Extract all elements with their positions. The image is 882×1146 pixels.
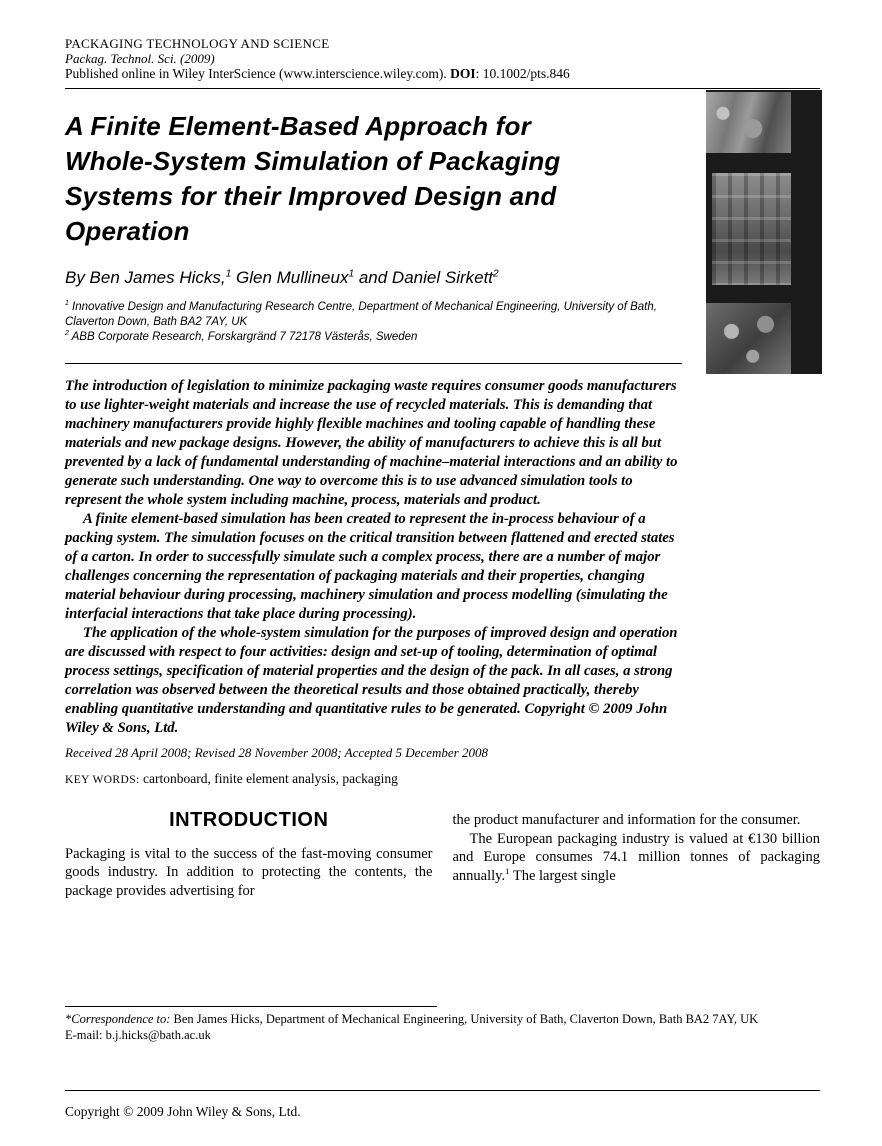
paper-title [65, 109, 705, 249]
correspondence-text: Ben James Hicks, Department of Mechanical Engineering, University of Bath, Claverton Down, Bath BA2 7AY, UK [170, 1012, 759, 1026]
journal-header [65, 36, 820, 81]
author-2: Glen Mullineux [231, 268, 349, 287]
affiliations [65, 300, 665, 345]
published-text: Published online in Wiley InterScience (www.interscience.wiley.com). [65, 66, 451, 81]
author-3: and Daniel Sirkett [354, 268, 494, 287]
page-footer [65, 1090, 820, 1120]
keywords-line [65, 771, 820, 787]
correspondence-line [65, 1012, 820, 1028]
journal-name: PACKAGING TECHNOLOGY AND SCIENCE [65, 36, 330, 51]
introduction-paragraph-right-2 [453, 830, 821, 886]
introduction-paragraph-left: Packaging is vital to the success of the fast-moving consumer goods industry. In addition to protecting the contents, the package provides advertising for [65, 845, 433, 899]
journal-citation: Packag. Technol. Sci. (2009) [65, 51, 215, 66]
byline [65, 268, 705, 288]
correspondence-label: *Correspondence to: [65, 1012, 171, 1026]
thumbnail-photo-containers [706, 92, 791, 153]
author-1-affiliation-mark: 1 [225, 268, 232, 280]
footer-copyright: Copyright © 2009 John Wiley & Sons, Ltd. [65, 1104, 301, 1119]
introduction-heading: INTRODUCTION [169, 809, 329, 831]
right-column [453, 811, 821, 900]
left-column [65, 811, 433, 900]
affiliation-1 [65, 300, 665, 330]
abstract-paragraph-1: The introduction of legislation to minimize packaging waste requires consumer goods manufacturers to use lighter-weight materials and increase the use of recycled materials. This is demanding that machinery manufacturers provide highly flexible machines and tooling capable of handling these materials and new package designs. However, the ability of manufacturers to achieve this is all but prevented by a lack of fundamental understanding of machine–material interactions and an ability to generate such understanding. One way to overcome this is to use advanced simulation tools to represent the whole system including machine, process, materials and product. [65, 378, 678, 508]
abstract-paragraph-2: A finite element-based simulation has been created to represent the in-process behaviour of a packing system. The simulation focuses on the critical transition between flattened and erected states of a carton. In order to successfully simulate such a complex process, there are a number of major challenges concerning the representation of packaging materials and their properties, changing material behaviour during processing, machinery simulation and process modelling (simulating the interfacial interactions that take place during processing). [65, 511, 675, 622]
affiliation-2-text: ABB Corporate Research, Forskargränd 7 72178 Västerås, Sweden [68, 331, 418, 343]
title-line-3: Systems for their Improved Design and [65, 181, 557, 211]
keywords-label: KEY WORDS: [65, 774, 140, 786]
doi-label: DOI [450, 66, 476, 81]
title-line-1: A Finite Element-Based Approach for [65, 111, 531, 141]
body-columns [65, 811, 820, 900]
abstract [65, 377, 685, 738]
published-line [65, 66, 820, 81]
doi-value: : 10.1002/pts.846 [475, 66, 570, 81]
abstract-rule [65, 363, 682, 364]
correspondence-email: E-mail: b.j.hicks@bath.ac.uk [65, 1027, 211, 1042]
affiliation-1-text: Innovative Design and Manufacturing Research Centre, Department of Mechanical Engineering, University of Bath, Claverton Down, Bath BA2 7AY, UK [65, 301, 657, 328]
correspondence-footnote [65, 1006, 820, 1043]
title-block [65, 109, 705, 345]
thumbnail-photo-warehouse [712, 173, 791, 285]
right-paragraph-2-text-2: The largest single [509, 867, 616, 884]
reference-1-mark: 1 [505, 865, 510, 876]
author-1: By Ben James Hicks, [65, 268, 226, 287]
received-dates: Received 28 April 2008; Revised 28 November 2008; Accepted 5 December 2008 [65, 745, 488, 760]
affiliation-1-mark: 1 [65, 300, 69, 308]
right-paragraph-2-text-1: The European packaging industry is valued at €130 billion and Europe consumes 74.1 million tonnes of packaging annually. [452, 830, 820, 884]
title-line-4: Operation [65, 216, 190, 246]
author-3-affiliation-mark: 2 [493, 268, 499, 280]
affiliation-2 [65, 330, 665, 345]
footnote-rule [65, 1006, 437, 1007]
author-2-affiliation-mark: 1 [348, 268, 355, 280]
article-thumbnail-strip [706, 90, 822, 374]
thumbnail-photo-packs [706, 303, 791, 374]
keywords-value: cartonboard, finite element analysis, packaging [142, 771, 398, 786]
abstract-paragraph-3: The application of the whole-system simulation for the purposes of improved design and operation are discussed with respect to four activities: design and set-up of tooling, determination of optimal process settings, specification of material properties and the design of the pack. In all cases, a strong correlation was observed between the theoretical results and those obtained practically, thereby enabling quantitative understanding and quantitative rules to be generated. Copyright © 2009 John Wiley & Sons, Ltd. [65, 625, 678, 736]
header-rule [65, 88, 820, 89]
title-line-2: Whole-System Simulation of Packaging [65, 146, 561, 176]
introduction-paragraph-right-1: the product manufacturer and information for the consumer. [452, 812, 801, 828]
affiliation-2-mark: 2 [65, 330, 69, 338]
